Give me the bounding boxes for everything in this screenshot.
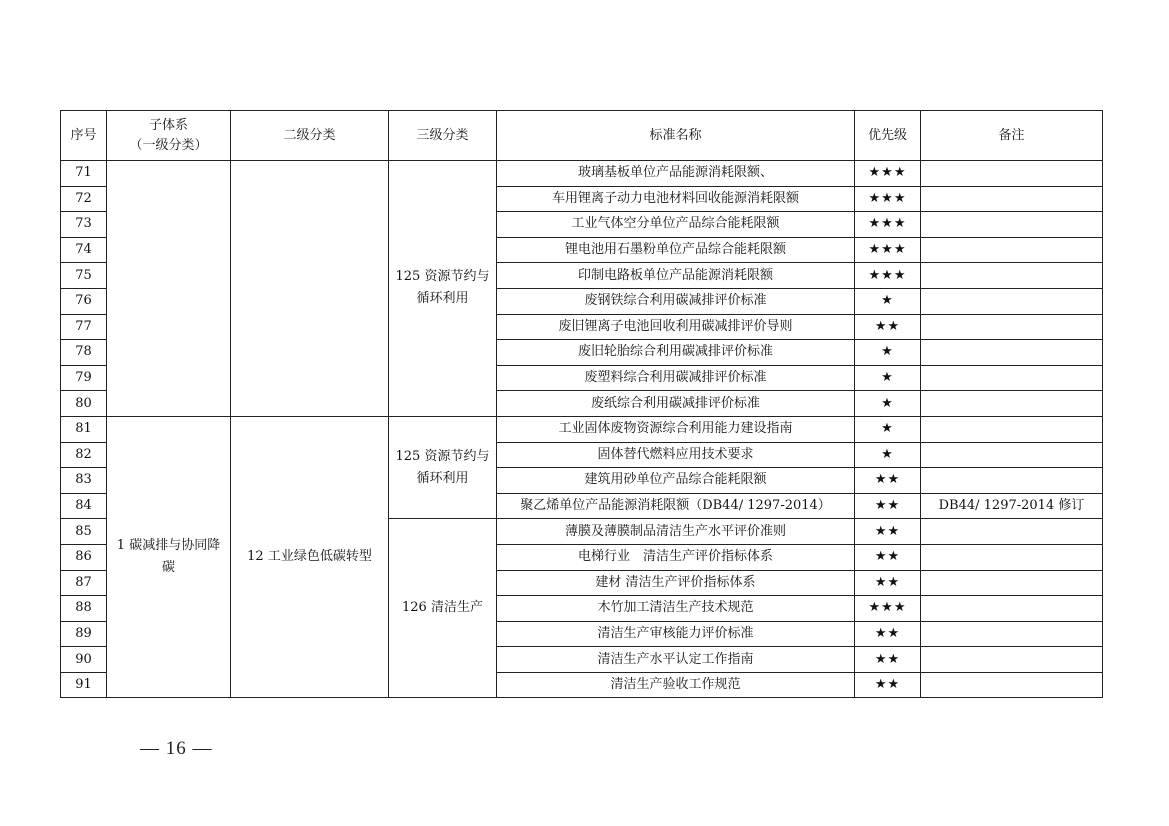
row-index: 85 xyxy=(61,519,107,545)
priority-stars: ★ xyxy=(855,288,921,314)
remark-cell xyxy=(921,237,1103,263)
priority-stars: ★★ xyxy=(855,647,921,673)
remark-cell xyxy=(921,416,1103,442)
row-index: 88 xyxy=(61,596,107,622)
level3-cell-resource-b: 125 资源节约与循环利用 xyxy=(389,416,497,518)
remark-cell xyxy=(921,442,1103,468)
remark-cell xyxy=(921,186,1103,212)
priority-stars: ★ xyxy=(855,340,921,366)
standard-name: 废旧轮胎综合利用碳减排评价标准 xyxy=(497,340,855,366)
header-subsystem xyxy=(107,111,231,161)
remark-cell xyxy=(921,314,1103,340)
standard-name: 工业固体废物资源综合利用能力建设指南 xyxy=(497,416,855,442)
priority-stars: ★★★ xyxy=(855,596,921,622)
page-number: — 16 — xyxy=(140,738,213,759)
table-header xyxy=(61,111,1103,161)
remark-cell xyxy=(921,621,1103,647)
remark-cell xyxy=(921,468,1103,494)
remark-cell xyxy=(921,391,1103,417)
header-subsystem-line2: （一级分类） xyxy=(129,137,208,153)
priority-stars: ★★ xyxy=(855,570,921,596)
standard-name: 废塑料综合利用碳减排评价标准 xyxy=(497,365,855,391)
remark-cell xyxy=(921,365,1103,391)
row-index: 77 xyxy=(61,314,107,340)
row-index: 80 xyxy=(61,391,107,417)
header-level2: 二级分类 xyxy=(231,111,389,161)
standard-name: 电梯行业 清洁生产评价指标体系 xyxy=(497,544,855,570)
header-level3: 三级分类 xyxy=(389,111,497,161)
remark-cell xyxy=(921,672,1103,698)
priority-stars: ★★★ xyxy=(855,186,921,212)
priority-stars: ★★ xyxy=(855,519,921,545)
standard-name: 木竹加工清洁生产技术规范 xyxy=(497,596,855,622)
header-priority: 优先级 xyxy=(855,111,921,161)
row-index: 84 xyxy=(61,493,107,519)
row-index: 76 xyxy=(61,288,107,314)
standard-name: 清洁生产审核能力评价标准 xyxy=(497,621,855,647)
level2-cell: 12 工业绿色低碳转型 xyxy=(231,416,389,698)
header-row xyxy=(61,111,1103,161)
priority-stars: ★★ xyxy=(855,314,921,340)
standard-name: 固体替代燃料应用技术要求 xyxy=(497,442,855,468)
header-remark: 备注 xyxy=(921,111,1103,161)
priority-stars: ★★★ xyxy=(855,237,921,263)
subsystem-cell: 1 碳减排与协同降碳 xyxy=(107,416,231,698)
priority-stars: ★★★ xyxy=(855,161,921,187)
standard-name: 聚乙烯单位产品能源消耗限额（DB44/ 1297-2014） xyxy=(497,493,855,519)
remark-cell: DB44/ 1297-2014 修订 xyxy=(921,493,1103,519)
remark-cell xyxy=(921,519,1103,545)
row-index: 89 xyxy=(61,621,107,647)
remark-cell xyxy=(921,570,1103,596)
header-subsystem-line1: 子体系 xyxy=(148,117,188,133)
standard-name: 锂电池用石墨粉单位产品综合能耗限额 xyxy=(497,237,855,263)
remark-cell xyxy=(921,263,1103,289)
row-index: 86 xyxy=(61,544,107,570)
row-index: 74 xyxy=(61,237,107,263)
standard-name: 废钢铁综合利用碳减排评价标准 xyxy=(497,288,855,314)
remark-cell xyxy=(921,212,1103,238)
row-index: 83 xyxy=(61,468,107,494)
standard-name: 废旧锂离子电池回收利用碳减排评价导则 xyxy=(497,314,855,340)
row-index: 73 xyxy=(61,212,107,238)
remark-cell xyxy=(921,596,1103,622)
row-index: 75 xyxy=(61,263,107,289)
priority-stars: ★★★ xyxy=(855,263,921,289)
standard-name: 工业气体空分单位产品综合能耗限额 xyxy=(497,212,855,238)
row-index: 82 xyxy=(61,442,107,468)
level2-cell-empty xyxy=(231,161,389,417)
row-index: 81 xyxy=(61,416,107,442)
level3-cell-clean-production: 126 清洁生产 xyxy=(389,519,497,698)
row-index: 79 xyxy=(61,365,107,391)
priority-stars: ★ xyxy=(855,365,921,391)
subsystem-cell-empty xyxy=(107,161,231,417)
standards-table xyxy=(60,110,1103,698)
priority-stars: ★★ xyxy=(855,672,921,698)
standard-name: 印制电路板单位产品能源消耗限额 xyxy=(497,263,855,289)
row-index: 90 xyxy=(61,647,107,673)
standard-name: 薄膜及薄膜制品清洁生产水平评价准则 xyxy=(497,519,855,545)
remark-cell xyxy=(921,288,1103,314)
priority-stars: ★ xyxy=(855,416,921,442)
remark-cell xyxy=(921,161,1103,187)
priority-stars: ★ xyxy=(855,391,921,417)
standard-name: 玻璃基板单位产品能源消耗限额、 xyxy=(497,161,855,187)
priority-stars: ★★★ xyxy=(855,212,921,238)
remark-cell xyxy=(921,647,1103,673)
row-index: 71 xyxy=(61,161,107,187)
priority-stars: ★ xyxy=(855,442,921,468)
table-row xyxy=(61,161,1103,187)
header-name: 标准名称 xyxy=(497,111,855,161)
standard-name: 清洁生产验收工作规范 xyxy=(497,672,855,698)
standard-name: 建材 清洁生产评价指标体系 xyxy=(497,570,855,596)
table-row xyxy=(61,416,1103,442)
standard-name: 清洁生产水平认定工作指南 xyxy=(497,647,855,673)
standard-name: 废纸综合利用碳减排评价标准 xyxy=(497,391,855,417)
priority-stars: ★★ xyxy=(855,468,921,494)
level3-cell-resource-a: 125 资源节约与循环利用 xyxy=(389,161,497,417)
priority-stars: ★★ xyxy=(855,493,921,519)
header-index: 序号 xyxy=(61,111,107,161)
row-index: 72 xyxy=(61,186,107,212)
table-body xyxy=(61,161,1103,698)
standard-name: 建筑用砂单位产品综合能耗限额 xyxy=(497,468,855,494)
priority-stars: ★★ xyxy=(855,544,921,570)
row-index: 91 xyxy=(61,672,107,698)
remark-cell xyxy=(921,544,1103,570)
row-index: 78 xyxy=(61,340,107,366)
remark-cell xyxy=(921,340,1103,366)
row-index: 87 xyxy=(61,570,107,596)
priority-stars: ★★ xyxy=(855,621,921,647)
standard-name: 车用锂离子动力电池材料回收能源消耗限额 xyxy=(497,186,855,212)
